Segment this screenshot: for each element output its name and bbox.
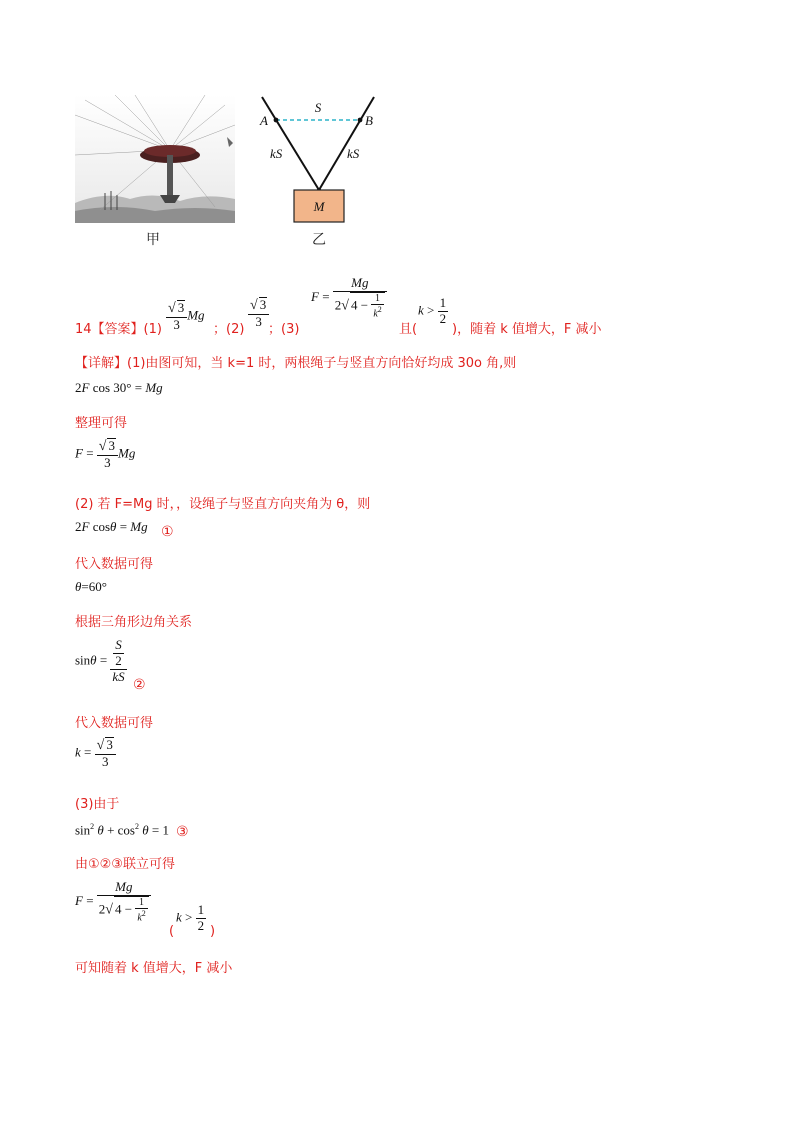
figure-diagram-yi [250,92,390,232]
answer-3-formula: F = Mg 2√ 4 − $\frac{1}{k^2}$ [311,276,387,320]
rope-diagram [250,92,390,232]
paren-close: ) [210,924,216,939]
eq-theta: θ=60° [75,579,107,594]
figure-label-jia: 甲 [146,232,160,248]
label-kS-right: kS [347,146,360,161]
answer-sep-2: ；(3) [268,322,300,337]
answer-1-formula: $\frac{√ 3}{3}$ Mg [168,300,205,333]
eq-sintheta: sinθ = $\frac{\frac{S}{2}}{kS}$ [75,637,125,684]
eq-2Fcostheta: 2F cosθ = Mg [75,519,148,534]
label-S: S [314,100,322,115]
answer-3-condition: k > $\frac{1}{2}$ [418,295,447,326]
detail-line-2: 整理可得 [75,416,128,431]
circled-mark-3: ③ [176,824,189,840]
eq-2Fcos30: 2F cos 30° = Mg [75,380,163,395]
eq-identity: $\sin^2 \theta + \cos^2 \theta = 1$ [75,822,169,838]
eq-k-condition: k > $\frac{1}{2}$ [176,902,205,933]
detail-line-4: 代入数据可得 [75,557,154,572]
detail-line-8: 由①②③联立可得 [75,857,175,872]
answer-and: 且( [399,322,418,337]
eq-F-result-1: F = $\frac{√ 3}{3}$ Mg [75,438,136,471]
paren-open: ( [169,924,175,939]
rope-right [319,97,374,190]
telescope-photo [75,95,235,223]
figure-photo-jia [75,95,235,223]
detail-line-6: 代入数据可得 [75,716,154,731]
eq-F-result-final: F = Mg 2√ 4 − $\frac{1}{k^2}$ [75,880,151,924]
answer-tail: )，随着 k 值增大，F 减小 [452,322,602,337]
detail-line-9: 可知随着 k 值增大，F 减小 [75,961,233,976]
detail-line-1: 【详解】(1)由图可知，当 k=1 时，两根绳子与竖直方向恰好均成 30o 角,则 [75,356,517,371]
rope-left [262,97,319,190]
detail-line-3: (2) 若 F=Mg 时，，设绳子与竖直方向夹角为 θ，则 [75,497,371,512]
detail-line-7: (3)由于 [75,797,120,812]
answer-2-formula: $\frac{√ 3}{3}$ [248,297,269,330]
answer-sep-1: ；(2) [213,322,245,337]
figure-label-yi: 乙 [312,232,326,248]
answer-head: 14【答案】(1) [75,322,162,337]
label-M: M [313,199,325,214]
label-B: B [365,113,373,128]
label-A: A [260,113,268,128]
detail-line-5: 根据三角形边角关系 [75,615,193,630]
label-kS-left: kS [270,146,283,161]
circled-mark-2: ② [133,677,146,693]
eq-k-result: k = $\frac{√ 3}{3}$ [75,737,116,770]
circled-mark-1: ① [161,524,174,540]
